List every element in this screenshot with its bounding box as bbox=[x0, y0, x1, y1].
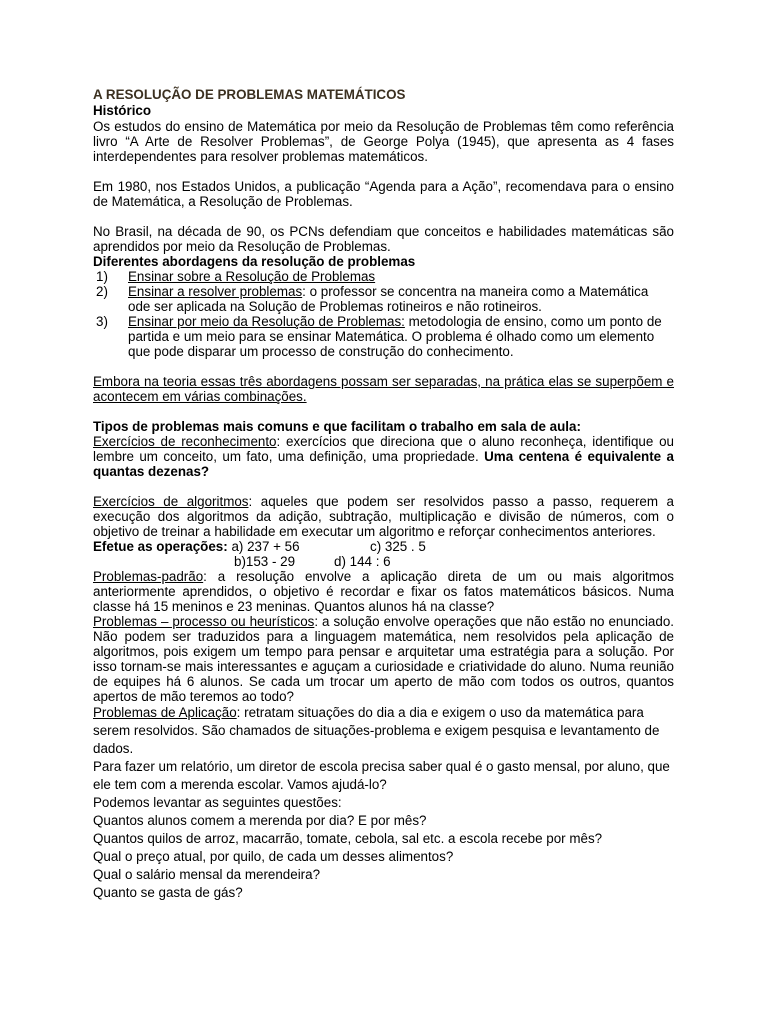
section-heading-abordagens: Diferentes abordagens da resolução de problemas bbox=[93, 254, 416, 269]
text-line: Quantos alunos comem a merenda por dia? E por mês? bbox=[93, 813, 427, 828]
aplicacao-section bbox=[93, 704, 674, 902]
text-line: Para fazer um relatório, um diretor de escola precisa saber qual é o gasto mensal, por aluno, que ele tem com a merenda escolar. Vamos ajudá-lo? bbox=[93, 759, 670, 792]
list-item: 1) Ensinar sobre a Resolução de Problemas bbox=[96, 269, 376, 284]
paragraph-aplicacao: Problemas de Aplicação: retratam situações do dia a dia e exigem o uso da matemática para serem resolvidos. São chamados de situações-problema e exigem pesquisa e levantamento de dados. bbox=[93, 705, 660, 756]
document-title: A RESOLUÇÃO DE PROBLEMAS MATEMÁTICOS bbox=[93, 87, 406, 102]
abordagens-note: Embora na teoria essas três abordagens possam ser separadas, na prática elas se superpõem e acontecem em várias combinações. bbox=[93, 374, 674, 404]
text-line: Quantos quilos de arroz, macarrão, tomate, cebola, sal etc. a escola recebe por mês? bbox=[93, 831, 603, 846]
paragraph-pcns: No Brasil, na década de 90, os PCNs defendiam que conceitos e habilidades matemáticas são aprendidos por meio da Resolução de Problemas. bbox=[93, 224, 674, 254]
paragraph-algoritmos: Exercícios de algoritmos: aqueles que podem ser resolvidos passo a passo, requerem a execução dos algoritmos da adição, subtração, multiplicação e divisão de números, com o objetivo de treinar a habilidade em executar um algoritmo e reforçar conhecimentos anteriores. bbox=[93, 494, 675, 539]
section-heading-tipos: Tipos de problemas mais comuns e que facilitam o trabalho em sala de aula: bbox=[93, 419, 581, 434]
text-line: Quanto se gasta de gás? bbox=[93, 885, 243, 900]
text-line: Qual o preço atual, por quilo, de cada um desses alimentos? bbox=[93, 849, 454, 864]
paragraph-agenda: Em 1980, nos Estados Unidos, a publicação “Agenda para a Ação”, recomendava para o ensino de Matemática, a Resolução de Problemas. bbox=[93, 179, 674, 209]
operations-exercise: Efetue as operações: a) 237 + 56 c) 325 . 5 b)153 - 29 d) 144 : 6 bbox=[93, 539, 426, 569]
paragraph-heuristicos: Problemas – processo ou heurísticos: a solução envolve operações que não estão no enunciado. Não podem ser traduzidos para a linguagem matemática, nem resolvidos pela aplicação de algoritmos, pois exigem um tempo para pensar e arquitetar uma estratégia para a solução. Por isso tornam-se mais interessantes e aguçam a curiosidade e criatividade do aluno. Numa reunião de equipes há 6 alunos. Se cada um trocar um aperto de mão com todos os outros, quantos apertos de mão teremos ao todo? bbox=[93, 614, 674, 704]
text-line: Qual o salário mensal da merendeira? bbox=[93, 867, 321, 882]
paragraph-padrao: Problemas-padrão: a resolução envolve a aplicação direta de um ou mais algoritmos anteriormente aprendidos, o objetivo é recordar e fixar os fatos matemáticos básicos. Numa classe há 15 meninos e 23 meninas. Quantos alunos há na classe? bbox=[93, 569, 674, 614]
paragraph-polya: Os estudos do ensino de Matemática por meio da Resolução de Problemas têm como referência livro “A Arte de Resolver Problemas”, de George Polya (1945), que apresenta as 4 fases interdependentes para resolver problemas matemáticos. bbox=[93, 119, 674, 164]
document-body bbox=[93, 87, 674, 902]
list-item: 2) Ensinar a resolver problemas: o professor se concentra na maneira como a Matemática ode ser aplicada na Solução de Problemas rotineiros e não rotineiros. bbox=[96, 284, 649, 314]
list-item: 3) Ensinar por meio da Resolução de Problemas: metodologia de ensino, como um ponto de partida e um meio para se ensinar Matemática. O problema é olhado como um elemento que pode disparar um processo de construção do conhecimento. bbox=[96, 314, 662, 359]
paragraph-reconhecimento: Exercícios de reconhecimento: exercícios que direciona que o aluno reconheça, identifique ou lembre um conceito, um fato, uma definição, uma propriedade. Uma centena é equivalente a quantas dezenas? bbox=[93, 434, 675, 479]
text-line: Podemos levantar as seguintes questões: bbox=[93, 795, 342, 810]
section-heading-historico: Histórico bbox=[93, 103, 152, 118]
abordagens-list bbox=[93, 269, 674, 359]
